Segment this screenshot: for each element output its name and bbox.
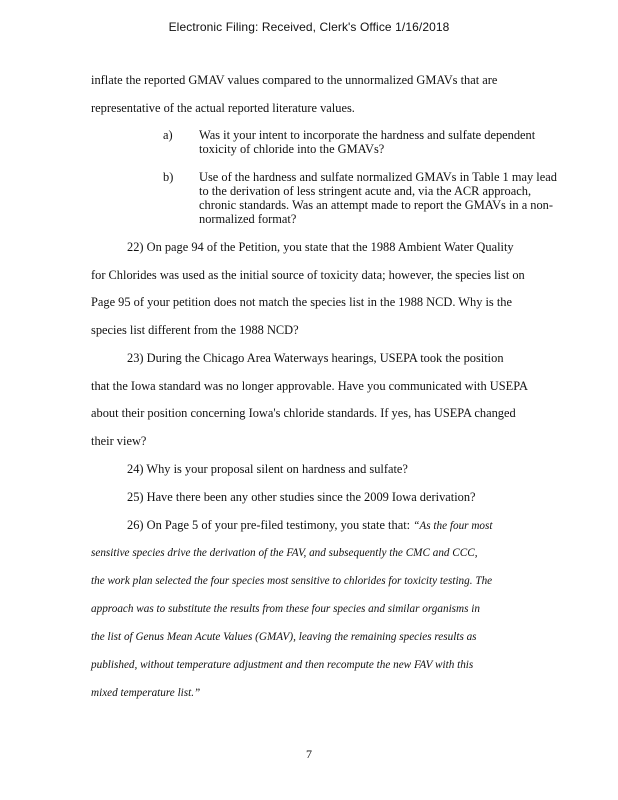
quote-line-5: published, without temperature adjustment and then recompute the new FAV with this xyxy=(91,659,474,671)
q23-line-3: about their position concerning Iowa's chloride standards. If yes, has USEPA changed xyxy=(91,406,516,420)
q22-line-3: Page 95 of your petition does not match the species list in the 1988 NCD. Why is the xyxy=(91,295,512,309)
subitem-a-text: Was it your intent to incorporate the hardness and sulfate dependent toxicity of chloride into the GMAVs? xyxy=(199,128,536,156)
page-number: 7 xyxy=(306,747,312,761)
q26-quote-start: “As the four most xyxy=(413,520,493,532)
q23-line-2: that the Iowa standard was no longer approvable. Have you communicated with USEPA xyxy=(91,379,528,393)
q22-line-2: for Chlorides was used as the initial source of toxicity data; however, the species list on xyxy=(91,268,525,282)
q22-line-1: 22) On page 94 of the Petition, you state that the 1988 Ambient Water Quality xyxy=(127,240,514,254)
q26-intro xyxy=(127,518,492,533)
quote-line-2: the work plan selected the four species most sensitive to chlorides for toxicity testing. The xyxy=(91,575,493,587)
quote-line-3: approach was to substitute the results from these four species and similar organisms in xyxy=(91,603,480,615)
quote-line-6: mixed temperature list.” xyxy=(91,687,201,699)
quote-line-1: sensitive species drive the derivation of the FAV, and subsequently the CMC and CCC, xyxy=(91,547,478,559)
q23-line-4: their view? xyxy=(91,434,147,448)
q23-line-1: 23) During the Chicago Area Waterways hearings, USEPA took the position xyxy=(127,351,504,365)
q22-line-4: species list different from the 1988 NCD? xyxy=(91,323,299,337)
intro-line-1: inflate the reported GMAV values compared to the unnormalized GMAVs that are xyxy=(91,73,498,87)
subitem-b-label: b) xyxy=(163,170,174,184)
q24: 24) Why is your proposal silent on hardness and sulfate? xyxy=(127,462,408,476)
q25: 25) Have there been any other studies since the 2009 Iowa derivation? xyxy=(127,490,476,504)
q26-text: 26) On Page 5 of your pre-filed testimony, you state that: xyxy=(127,518,411,532)
quote-line-4: the list of Genus Mean Acute Values (GMAV), leaving the remaining species results as xyxy=(91,631,477,643)
subitem-a-label: a) xyxy=(163,128,173,142)
filing-header: Electronic Filing: Received, Clerk's Office 1/16/2018 xyxy=(168,20,450,34)
intro-line-2: representative of the actual reported literature values. xyxy=(91,101,355,115)
subitem-b-text: Use of the hardness and sulfate normalized GMAVs in Table 1 may lead to the derivation of less stringent acute and, via the ACR approach, chronic standards. Was an attempt made to report the GMAVs in a non-normalized format? xyxy=(199,170,557,226)
